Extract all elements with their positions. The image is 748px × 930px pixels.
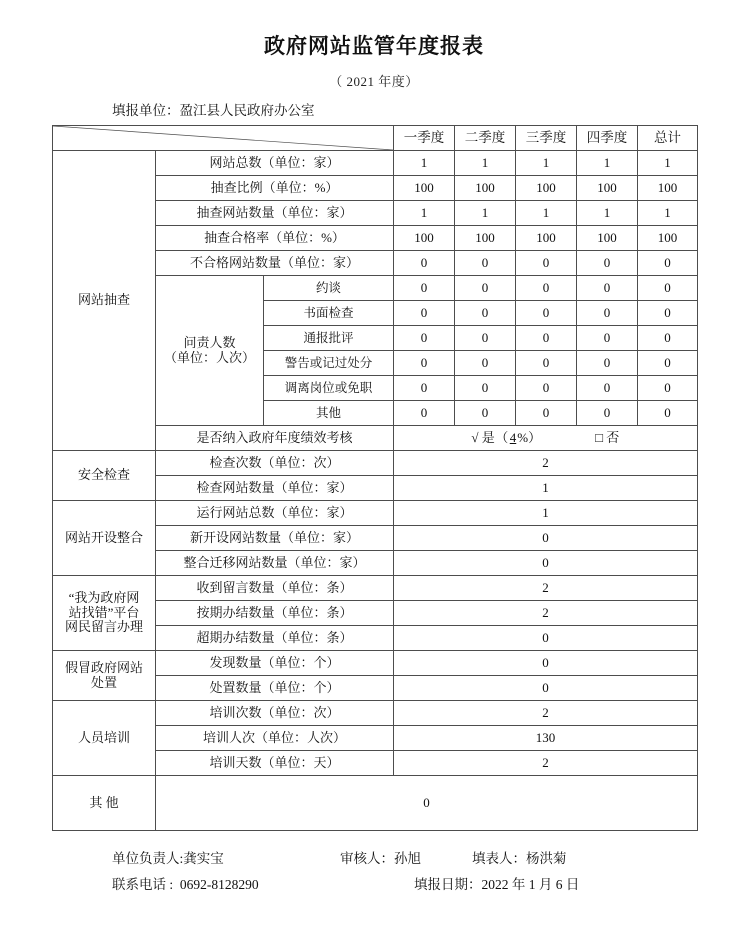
row-label-sample-ratio: 抽查比例（单位：%） [156,176,394,201]
cell-value: 100 [516,226,577,251]
row-label-checked-sites: 检查网站数量（单位：家） [156,476,394,501]
report-page [0,30,748,930]
responsible-person-label: 单位负责人: [112,851,184,866]
cell-value: 0 [516,251,577,276]
row-label-interview: 约谈 [264,276,394,301]
cell-value: 0 [638,251,698,276]
cell-value: 0 [394,376,455,401]
reviewer-label: 审核人： [340,851,394,866]
cell-value: 0 [516,401,577,426]
cell-value: 1 [516,201,577,226]
performance-review-answer-cell [394,426,698,451]
cell-value: 1 [394,201,455,226]
accountability-label-line1: 问责人数 [183,334,236,350]
footer-row-contact [0,873,748,893]
table-row [53,701,698,726]
row-label-discovered-count: 发现数量（单位：个） [156,651,394,676]
cell-value: 1 [638,151,698,176]
checkmark-icon: √ [471,429,479,445]
form-filler-label: 填表人： [472,851,526,866]
cell-value: 100 [455,226,516,251]
cell-value: 0 [394,626,698,651]
section-label-security-check: 安全检查 [53,451,156,501]
cell-value: 100 [577,226,638,251]
cell-value: 0 [577,301,638,326]
empty-checkbox-icon: □ [595,429,603,445]
section-label-fake-sites [53,651,156,701]
row-label-check-count: 检查次数（单位：次） [156,451,394,476]
form-filler-name: 杨洪菊 [526,851,567,866]
cell-value: 0 [394,401,455,426]
row-label-messages-received: 收到留言数量（单位：条） [156,576,394,601]
section-label-training: 人员培训 [53,701,156,776]
performance-percent-value: 4 [509,429,517,445]
cell-value: 0 [638,401,698,426]
accountability-label-line2: （单位：人次） [163,349,255,365]
cell-value-other: 0 [156,776,698,831]
cell-value: 0 [455,276,516,301]
section-label-inspection: 网站抽查 [53,151,156,451]
row-label-warning-demerit: 警告或记过处分 [264,351,394,376]
form-filler [472,847,567,867]
report-table-wrapper [52,125,697,831]
row-label-merged-sites: 整合迁移网站数量（单位：家） [156,551,394,576]
row-label-sampled-sites: 抽查网站数量（单位：家） [156,201,394,226]
feedback-label-line3: 网民留言办理 [64,619,143,635]
cell-value: 2 [394,601,698,626]
fake-sites-label-line2: 处置 [90,674,117,690]
cell-value: 2 [394,576,698,601]
cell-value: 1 [638,201,698,226]
table-row [53,776,698,831]
cell-value: 0 [577,351,638,376]
cell-value: 0 [577,251,638,276]
cell-value: 0 [516,276,577,301]
table-header-row [53,126,698,151]
cell-value: 1 [516,151,577,176]
row-label-training-attendance: 培训人次（单位：人次） [156,726,394,751]
table-row [53,451,698,476]
cell-value: 1 [394,501,698,526]
footer [0,847,748,893]
feedback-label-line1: “我为政府网 [68,589,140,605]
cell-value: 0 [577,276,638,301]
table-row [53,151,698,176]
cell-value: 0 [455,351,516,376]
cell-value: 130 [394,726,698,751]
cell-value: 0 [638,351,698,376]
cell-value: 0 [638,276,698,301]
row-label-accountability-other: 其他 [264,401,394,426]
cell-value: 0 [516,326,577,351]
row-label-pass-rate: 抽查合格率（单位：%） [156,226,394,251]
row-label-new-sites: 新开设网站数量（单位：家） [156,526,394,551]
feedback-label-line2: 站找错”平台 [68,604,140,620]
cell-value: 0 [577,401,638,426]
cell-value: 0 [394,551,698,576]
responsible-person-name: 龚实宝 [183,851,224,866]
cell-value: 0 [394,676,698,701]
row-label-handled-count: 处置数量（单位：个） [156,676,394,701]
cell-value: 0 [394,301,455,326]
report-date [414,873,579,893]
row-label-failed-sites: 不合格网站数量（单位：家） [156,251,394,276]
cell-value: 2 [394,451,698,476]
cell-value: 1 [394,151,455,176]
cell-value: 0 [394,526,698,551]
row-label-accountability [156,276,264,426]
row-label-written-review: 书面检查 [264,301,394,326]
row-label-total-sites: 网站总数（单位：家） [156,151,394,176]
column-header-q4: 四季度 [577,126,638,151]
cell-value: 2 [394,751,698,776]
performance-yes-label: 是（ [481,429,509,445]
cell-value: 100 [638,226,698,251]
cell-value: 100 [638,176,698,201]
cell-value: 1 [577,201,638,226]
cell-value: 0 [394,276,455,301]
cell-value: 0 [455,251,516,276]
contact-phone [112,873,340,893]
row-label-public-criticism: 通报批评 [264,326,394,351]
cell-value: 1 [577,151,638,176]
cell-value: 0 [638,376,698,401]
cell-value: 0 [394,651,698,676]
cell-value: 0 [394,251,455,276]
diagonal-split-header-icon [53,126,394,151]
section-label-other: 其 他 [53,776,156,831]
footer-row-signatures [0,847,748,867]
cell-value: 0 [516,351,577,376]
cell-value: 0 [394,326,455,351]
section-label-site-setup: 网站开设整合 [53,501,156,576]
cell-value: 0 [455,301,516,326]
column-header-total: 总计 [638,126,698,151]
row-label-training-sessions: 培训次数（单位：次） [156,701,394,726]
cell-value: 0 [455,401,516,426]
table-row [53,501,698,526]
cell-value: 0 [638,326,698,351]
reviewer [340,847,472,867]
cell-value: 0 [516,301,577,326]
responsible-person [112,847,340,867]
contact-phone-value: 0692-8128290 [179,877,259,892]
row-label-transfer-dismissal: 调离岗位或免职 [264,376,394,401]
cell-value: 100 [394,176,455,201]
cell-value: 100 [577,176,638,201]
cell-value: 1 [455,151,516,176]
row-label-overdue-resolved: 超期办结数量（单位：条） [156,626,394,651]
table-row [53,651,698,676]
cell-value: 0 [394,351,455,376]
row-label-performance-review: 是否纳入政府年度绩效考核 [156,426,394,451]
cell-value: 2 [394,701,698,726]
fake-sites-label-line1: 假冒政府网站 [64,659,143,675]
column-header-q2: 二季度 [455,126,516,151]
cell-value: 100 [516,176,577,201]
report-year-subtitle: （ 2021 年度） [329,74,419,89]
performance-yes-option[interactable] [471,431,541,446]
performance-percent-suffix: %） [517,429,542,445]
reviewer-name: 孙旭 [394,851,421,866]
section-label-feedback-platform [53,576,156,651]
report-date-label: 填报日期： [414,877,482,892]
contact-phone-label: 联系电话 : [112,877,174,892]
cell-value: 1 [455,201,516,226]
cell-value: 100 [394,226,455,251]
row-label-ontime-resolved: 按期办结数量（单位：条） [156,601,394,626]
report-date-value: 2022 年 1 月 6 日 [481,877,580,892]
report-table [52,125,698,831]
cell-value: 1 [394,476,698,501]
row-label-training-days: 培训天数（单位：天） [156,751,394,776]
cell-value: 0 [455,376,516,401]
table-row [53,576,698,601]
row-label-running-sites: 运行网站总数（单位：家） [156,501,394,526]
cell-value: 0 [455,326,516,351]
cell-value: 0 [577,376,638,401]
cell-value: 100 [455,176,516,201]
column-header-q3: 三季度 [516,126,577,151]
page-title: 政府网站监管年度报表 [264,34,484,58]
cell-value: 0 [516,376,577,401]
cell-value: 0 [577,326,638,351]
performance-no-label: 否 [606,429,620,445]
cell-value: 0 [638,301,698,326]
column-header-q1: 一季度 [394,126,455,151]
performance-no-option[interactable] [595,431,620,446]
reporting-unit-line: 填报单位：盈江县人民政府办公室 [112,103,315,118]
